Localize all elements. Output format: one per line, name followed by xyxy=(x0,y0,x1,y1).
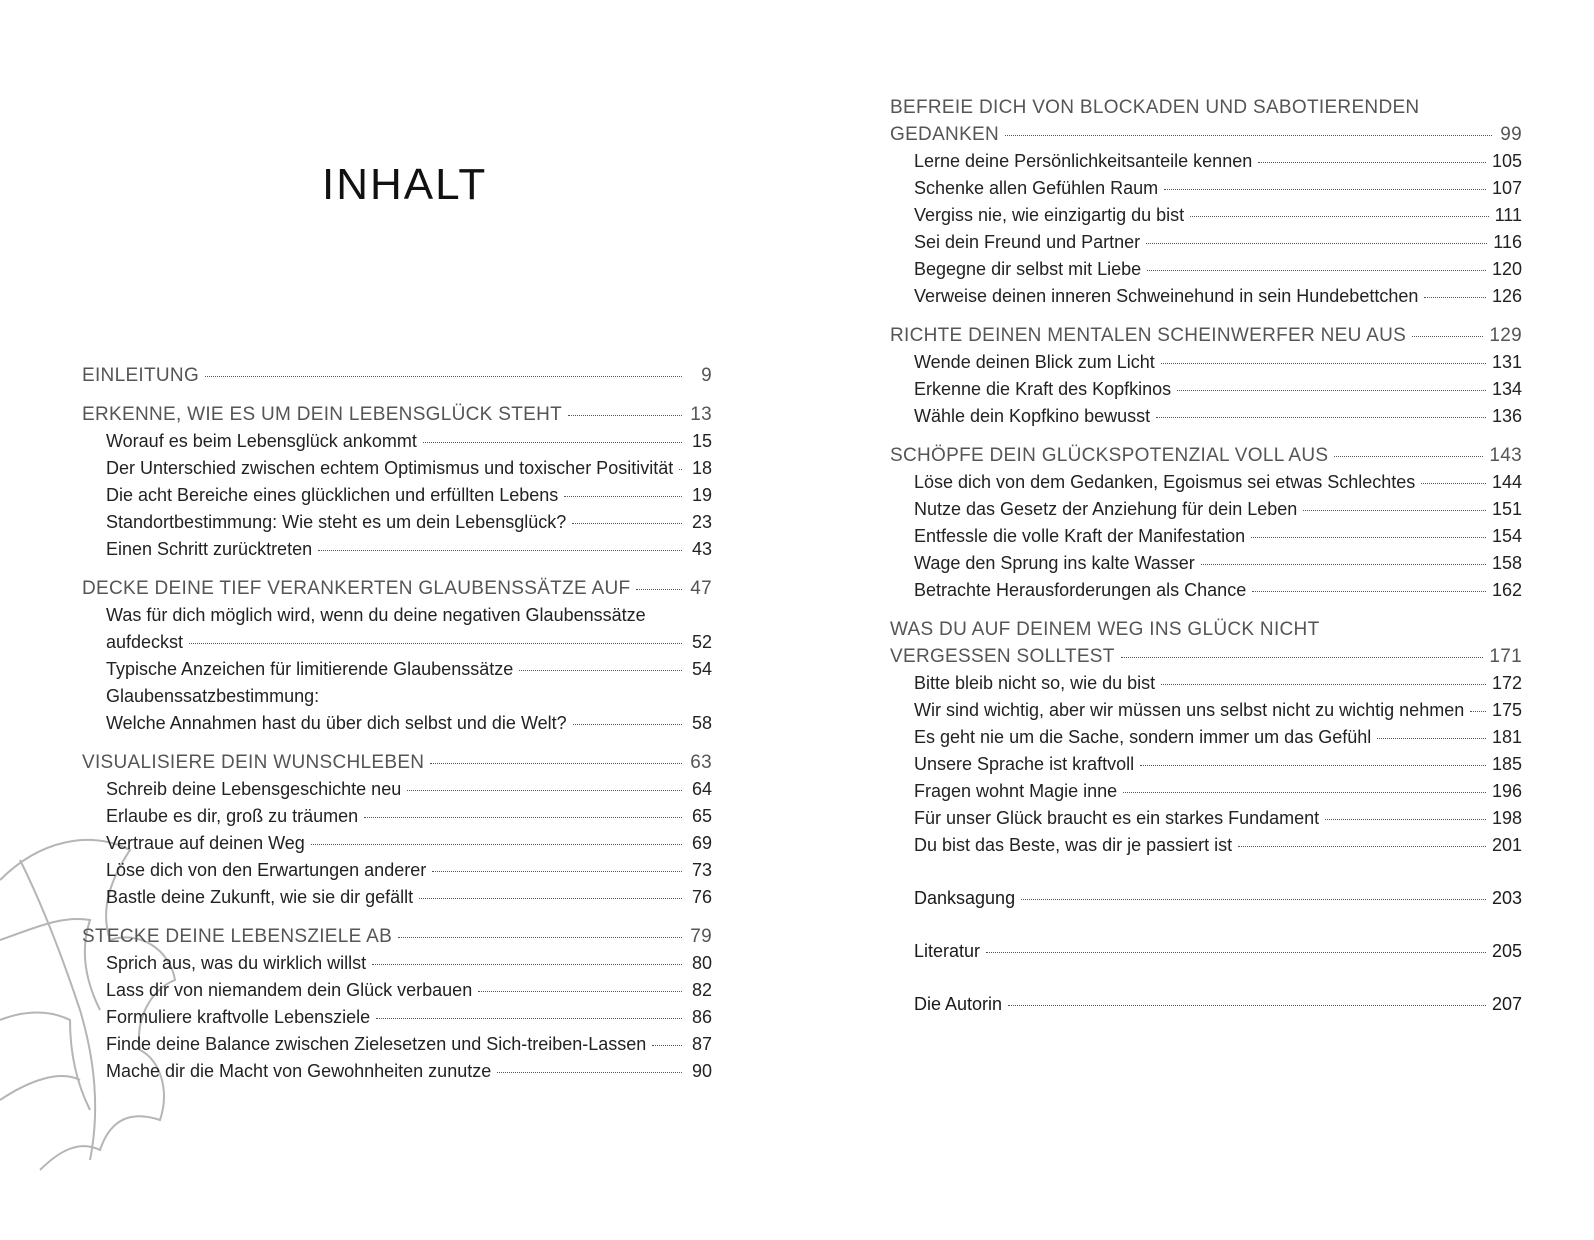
dot-leader xyxy=(1146,243,1487,244)
chapter-heading-label: VISUALISIERE DEIN WUNSCHLEBEN xyxy=(82,752,425,773)
chapter-heading[interactable] xyxy=(890,121,1522,148)
chapter-heading-line-label: WAS DU AUF DEINEM WEG INS GLÜCK NICHT xyxy=(890,619,1320,640)
toc-entry[interactable] xyxy=(890,256,1522,283)
dot-leader xyxy=(1334,456,1483,457)
dot-leader xyxy=(1005,135,1492,136)
toc-entry-label: Entfessle die volle Kraft der Manifestation xyxy=(914,526,1246,546)
toc-section xyxy=(890,94,1522,310)
toc-entry[interactable] xyxy=(890,202,1522,229)
dot-leader xyxy=(1412,336,1483,337)
dot-leader xyxy=(478,991,682,992)
dot-leader xyxy=(1190,216,1488,217)
dot-leader xyxy=(1121,657,1484,658)
toc-entry-page-number: 136 xyxy=(1491,406,1522,426)
dot-leader xyxy=(1201,564,1486,565)
dot-leader xyxy=(564,496,682,497)
toc-section xyxy=(82,401,712,563)
toc-entry[interactable] xyxy=(82,776,712,803)
toc-entry-page-number: 19 xyxy=(691,485,712,505)
dot-leader xyxy=(205,376,682,377)
toc-entry[interactable] xyxy=(82,710,712,737)
dot-leader xyxy=(1377,738,1486,739)
toc-entry-label: Löse dich von den Erwartungen anderer xyxy=(106,860,427,880)
toc-entry[interactable] xyxy=(82,977,712,1004)
toc-entry[interactable] xyxy=(82,830,712,857)
chapter-heading[interactable] xyxy=(82,575,712,602)
toc-entry-label: Lass dir von niemandem dein Glück verbauen xyxy=(106,980,473,1000)
toc-entry-label: Löse dich von dem Gedanken, Egoismus sei etwas Schlechtes xyxy=(914,472,1416,492)
toc-entry-line[interactable] xyxy=(82,602,712,629)
toc-entry-label: Wir sind wichtig, aber wir müssen uns selbst nicht zu wichtig nehmen xyxy=(914,700,1465,720)
toc-appendix-entry[interactable] xyxy=(890,991,1522,1018)
toc-entry[interactable] xyxy=(82,1058,712,1085)
chapter-heading-label: ERKENNE, WIE ES UM DEIN LEBENSGLÜCK STEHT xyxy=(82,404,562,425)
toc-entry[interactable] xyxy=(890,805,1522,832)
toc-entry[interactable] xyxy=(890,175,1522,202)
toc-entry[interactable] xyxy=(82,509,712,536)
toc-section xyxy=(890,322,1522,430)
toc-entry-label: Unsere Sprache ist kraftvoll xyxy=(914,754,1135,774)
toc-entry[interactable] xyxy=(890,724,1522,751)
toc-section xyxy=(82,362,712,389)
toc-entry-label: Bastle deine Zukunft, wie sie dir gefällt xyxy=(106,887,414,907)
toc-section xyxy=(82,923,712,1085)
toc-entry-page-number: 58 xyxy=(691,713,712,733)
toc-entry-label: Finde deine Balance zwischen Zielesetzen und Sich-treiben-Lassen xyxy=(106,1034,647,1054)
toc-entry-label: Du bist das Beste, was dir je passiert ist xyxy=(914,835,1233,855)
chapter-heading-label: GEDANKEN xyxy=(890,124,1000,145)
chapter-heading[interactable] xyxy=(82,923,712,950)
dot-leader xyxy=(652,1045,682,1046)
toc-entry-label: Verweise deinen inneren Schweinehund in sein Hundebettchen xyxy=(914,286,1419,306)
toc-entry-page-number: 154 xyxy=(1491,526,1522,546)
toc-appendix-entry-label: Die Autorin xyxy=(914,994,1003,1014)
toc-entry-label: Standortbestimmung: Wie steht es um dein Lebensglück? xyxy=(106,512,567,532)
toc-entry-label: Begegne dir selbst mit Liebe xyxy=(914,259,1142,279)
toc-entry-label: Worauf es beim Lebensglück ankommt xyxy=(106,431,417,451)
toc-appendix-entry-label: Literatur xyxy=(914,941,981,961)
toc-entry-page-number: 181 xyxy=(1491,727,1522,747)
dot-leader xyxy=(318,550,682,551)
toc-entry[interactable] xyxy=(890,577,1522,604)
toc-entry-label: Betrachte Herausforderungen als Chance xyxy=(914,580,1247,600)
toc-section xyxy=(890,442,1522,604)
toc-section xyxy=(890,616,1522,859)
toc-entry-page-number: 73 xyxy=(691,860,712,880)
toc-entry[interactable] xyxy=(82,629,712,656)
toc-entry-page-number: 201 xyxy=(1491,835,1522,855)
dot-leader xyxy=(419,898,682,899)
dot-leader xyxy=(986,952,1486,953)
toc-entry-label: Vertraue auf deinen Weg xyxy=(106,833,305,853)
toc-entry-page-number: 111 xyxy=(1494,205,1522,225)
toc-entry[interactable] xyxy=(890,229,1522,256)
toc-entry-page-number: 86 xyxy=(691,1007,712,1027)
toc-entry-page-number: 120 xyxy=(1491,259,1522,279)
toc-appendix-entry[interactable] xyxy=(890,885,1522,912)
dot-leader xyxy=(1177,390,1486,391)
dot-leader xyxy=(573,724,682,725)
toc-entry-label: Sei dein Freund und Partner xyxy=(914,232,1141,252)
dot-leader xyxy=(1258,162,1486,163)
dot-leader xyxy=(432,871,682,872)
toc-entry-page-number: 65 xyxy=(691,806,712,826)
dot-leader xyxy=(1164,189,1486,190)
toc-entry-page-number: 107 xyxy=(1491,178,1522,198)
toc-entry[interactable] xyxy=(890,403,1522,430)
chapter-heading-line[interactable] xyxy=(890,94,1522,121)
toc-entry-label: Mache dir die Macht von Gewohnheiten zunutze xyxy=(106,1061,492,1081)
dot-leader xyxy=(311,844,682,845)
toc-entry[interactable] xyxy=(82,1004,712,1031)
toc-entry-page-number: 23 xyxy=(691,512,712,532)
toc-appendix-entry-page-number: 203 xyxy=(1491,888,1522,908)
toc-entry-label: Sprich aus, was du wirklich willst xyxy=(106,953,367,973)
toc-entry[interactable] xyxy=(890,751,1522,778)
toc-entry-label: Schreib deine Lebensgeschichte neu xyxy=(106,779,402,799)
dot-leader xyxy=(1421,483,1486,484)
dot-leader xyxy=(1123,792,1486,793)
toc-entry-page-number: 15 xyxy=(691,431,712,451)
toc-entry[interactable] xyxy=(82,950,712,977)
chapter-heading[interactable] xyxy=(890,643,1522,670)
dot-leader xyxy=(1161,684,1486,685)
toc-entry-label: Welche Annahmen hast du über dich selbst und die Welt? xyxy=(106,713,567,733)
toc-entry-label: Wage den Sprung ins kalte Wasser xyxy=(914,553,1195,573)
dot-leader xyxy=(1140,765,1486,766)
chapter-heading-label: EINLEITUNG xyxy=(82,365,200,386)
toc-entry[interactable] xyxy=(82,536,712,563)
chapter-heading-page-number: 129 xyxy=(1489,325,1522,346)
toc-entry-page-number: 18 xyxy=(691,458,712,478)
toc-entry-page-number: 64 xyxy=(691,779,712,799)
chapter-heading-page-number: 63 xyxy=(690,752,712,773)
toc-section xyxy=(82,575,712,737)
chapter-heading-page-number: 99 xyxy=(1500,124,1522,145)
toc-entry[interactable] xyxy=(890,376,1522,403)
chapter-heading-page-number: 9 xyxy=(701,365,712,386)
dot-leader xyxy=(568,415,682,416)
toc-entry[interactable] xyxy=(890,697,1522,724)
toc-entry[interactable] xyxy=(82,884,712,911)
toc-entry-page-number: 80 xyxy=(691,953,712,973)
dot-leader xyxy=(398,937,682,938)
toc-entry-label: Es geht nie um die Sache, sondern immer um das Gefühl xyxy=(914,727,1372,747)
toc-appendix-entry-page-number: 205 xyxy=(1491,941,1522,961)
toc-entry[interactable] xyxy=(890,496,1522,523)
dot-leader xyxy=(679,469,682,470)
toc-section xyxy=(82,749,712,911)
toc-entry[interactable] xyxy=(890,283,1522,310)
dot-leader xyxy=(376,1018,682,1019)
toc-entry-line-label: Was für dich möglich wird, wenn du deine negativen Glaubenssätze xyxy=(106,605,646,625)
chapter-heading-line[interactable] xyxy=(890,616,1522,643)
toc-entry[interactable] xyxy=(82,1031,712,1058)
toc-entry[interactable] xyxy=(82,455,712,482)
dot-leader xyxy=(189,643,682,644)
toc-entry-label: Wähle dein Kopfkino bewusst xyxy=(914,406,1151,426)
toc-entry-page-number: 90 xyxy=(691,1061,712,1081)
dot-leader xyxy=(636,589,682,590)
toc-entry[interactable] xyxy=(890,349,1522,376)
toc-entry-label: Erlaube es dir, groß zu träumen xyxy=(106,806,359,826)
chapter-heading-label: VERGESSEN SOLLTEST xyxy=(890,646,1115,667)
dot-leader xyxy=(1470,711,1486,712)
toc-entry-line-label: Glaubenssatzbestimmung: xyxy=(106,686,320,706)
toc-entry[interactable] xyxy=(890,670,1522,697)
chapter-heading[interactable] xyxy=(890,442,1522,469)
page-title: INHALT xyxy=(322,160,488,209)
toc-entry[interactable] xyxy=(890,778,1522,805)
dot-leader xyxy=(430,763,682,764)
toc-entry-page-number: 126 xyxy=(1491,286,1522,306)
chapter-heading[interactable] xyxy=(82,362,712,389)
dot-leader xyxy=(1021,899,1486,900)
toc-entry-page-number: 172 xyxy=(1491,673,1522,693)
toc-entry[interactable] xyxy=(82,428,712,455)
dot-leader xyxy=(1251,537,1486,538)
toc-entry[interactable] xyxy=(890,469,1522,496)
toc-entry-label: Einen Schritt zurücktreten xyxy=(106,539,313,559)
dot-leader xyxy=(1156,417,1486,418)
toc-entry-page-number: 151 xyxy=(1491,499,1522,519)
toc-right xyxy=(890,94,1522,1044)
toc-entry-label: Typische Anzeichen für limitierende Glaubenssätze xyxy=(106,659,514,679)
toc-entry-label: Vergiss nie, wie einzigartig du bist xyxy=(914,205,1185,225)
toc-appendix xyxy=(890,885,1522,1018)
toc-entry-label: Schenke allen Gefühlen Raum xyxy=(914,178,1159,198)
chapter-heading[interactable] xyxy=(82,401,712,428)
toc-entry-label: Erkenne die Kraft des Kopfkinos xyxy=(914,379,1172,399)
toc-entry-label: Formuliere kraftvolle Lebensziele xyxy=(106,1007,371,1027)
toc-entry-page-number: 105 xyxy=(1491,151,1522,171)
toc-appendix-entry-label: Danksagung xyxy=(914,888,1016,908)
chapter-heading-line-label: BEFREIE DICH VON BLOCKADEN UND SABOTIERENDEN xyxy=(890,97,1420,118)
toc-entry-page-number: 116 xyxy=(1493,232,1522,252)
dot-leader xyxy=(497,1072,682,1073)
toc-entry-page-number: 196 xyxy=(1491,781,1522,801)
toc-entry[interactable] xyxy=(890,550,1522,577)
toc-entry-label: Fragen wohnt Magie inne xyxy=(914,781,1118,801)
toc-entry[interactable] xyxy=(82,803,712,830)
chapter-heading-page-number: 79 xyxy=(690,926,712,947)
dot-leader xyxy=(1325,819,1486,820)
toc-appendix-entry-page-number: 207 xyxy=(1491,994,1522,1014)
dot-leader xyxy=(1252,591,1486,592)
toc-entry-page-number: 175 xyxy=(1491,700,1522,720)
toc-entry-page-number: 43 xyxy=(691,539,712,559)
toc-entry[interactable] xyxy=(82,857,712,884)
toc-entry-label: Für unser Glück braucht es ein starkes Fundament xyxy=(914,808,1320,828)
toc-entry[interactable] xyxy=(890,832,1522,859)
toc-entry-page-number: 198 xyxy=(1491,808,1522,828)
toc-entry-page-number: 144 xyxy=(1491,472,1522,492)
chapter-heading-label: SCHÖPFE DEIN GLÜCKSPOTENZIAL VOLL AUS xyxy=(890,445,1329,466)
dot-leader xyxy=(1161,363,1486,364)
toc-entry-label: Die acht Bereiche eines glücklichen und erfüllten Lebens xyxy=(106,485,559,505)
toc-entry[interactable] xyxy=(890,523,1522,550)
toc-entry-page-number: 76 xyxy=(691,887,712,907)
toc-entry-page-number: 52 xyxy=(691,632,712,652)
chapter-heading-label: STECKE DEINE LEBENSZIELE AB xyxy=(82,926,393,947)
chapter-heading-page-number: 47 xyxy=(690,578,712,599)
toc-appendix-entry[interactable] xyxy=(890,938,1522,965)
chapter-heading-page-number: 171 xyxy=(1489,646,1522,667)
dot-leader xyxy=(519,670,682,671)
toc-entry-page-number: 158 xyxy=(1491,553,1522,573)
dot-leader xyxy=(1008,1005,1486,1006)
chapter-heading[interactable] xyxy=(890,322,1522,349)
toc-entry-page-number: 69 xyxy=(691,833,712,853)
dot-leader xyxy=(572,523,682,524)
toc-entry-page-number: 54 xyxy=(691,659,712,679)
dot-leader xyxy=(364,817,682,818)
toc-entry-page-number: 131 xyxy=(1491,352,1522,372)
toc-entry-page-number: 87 xyxy=(691,1034,712,1054)
chapter-heading[interactable] xyxy=(82,749,712,776)
dot-leader xyxy=(1303,510,1486,511)
chapter-heading-label: RICHTE DEINEN MENTALEN SCHEINWERFER NEU AUS xyxy=(890,325,1407,346)
toc-entry-label: aufdeckst xyxy=(106,632,184,652)
dot-leader xyxy=(372,964,682,965)
toc-left xyxy=(82,362,712,1097)
toc-entry-page-number: 185 xyxy=(1491,754,1522,774)
toc-entry[interactable] xyxy=(890,148,1522,175)
chapter-heading-page-number: 13 xyxy=(690,404,712,425)
toc-entry-page-number: 162 xyxy=(1491,580,1522,600)
toc-entry[interactable] xyxy=(82,656,712,683)
toc-entry-label: Wende deinen Blick zum Licht xyxy=(914,352,1155,372)
dot-leader xyxy=(407,790,682,791)
toc-entry[interactable] xyxy=(82,482,712,509)
toc-entry-label: Nutze das Gesetz der Anziehung für dein Leben xyxy=(914,499,1298,519)
toc-entry-page-number: 134 xyxy=(1491,379,1522,399)
toc-entry-label: Bitte bleib nicht so, wie du bist xyxy=(914,673,1156,693)
toc-entry-line[interactable] xyxy=(82,683,712,710)
chapter-heading-page-number: 143 xyxy=(1489,445,1522,466)
dot-leader xyxy=(423,442,682,443)
dot-leader xyxy=(1424,297,1486,298)
dot-leader xyxy=(1238,846,1486,847)
dot-leader xyxy=(1147,270,1486,271)
toc-entry-label: Der Unterschied zwischen echtem Optimismus und toxischer Positivität xyxy=(106,458,674,478)
toc-entry-page-number: 82 xyxy=(691,980,712,1000)
toc-entry-label: Lerne deine Persönlichkeitsanteile kennen xyxy=(914,151,1253,171)
chapter-heading-label: DECKE DEINE TIEF VERANKERTEN GLAUBENSSÄTZE AUF xyxy=(82,578,631,599)
